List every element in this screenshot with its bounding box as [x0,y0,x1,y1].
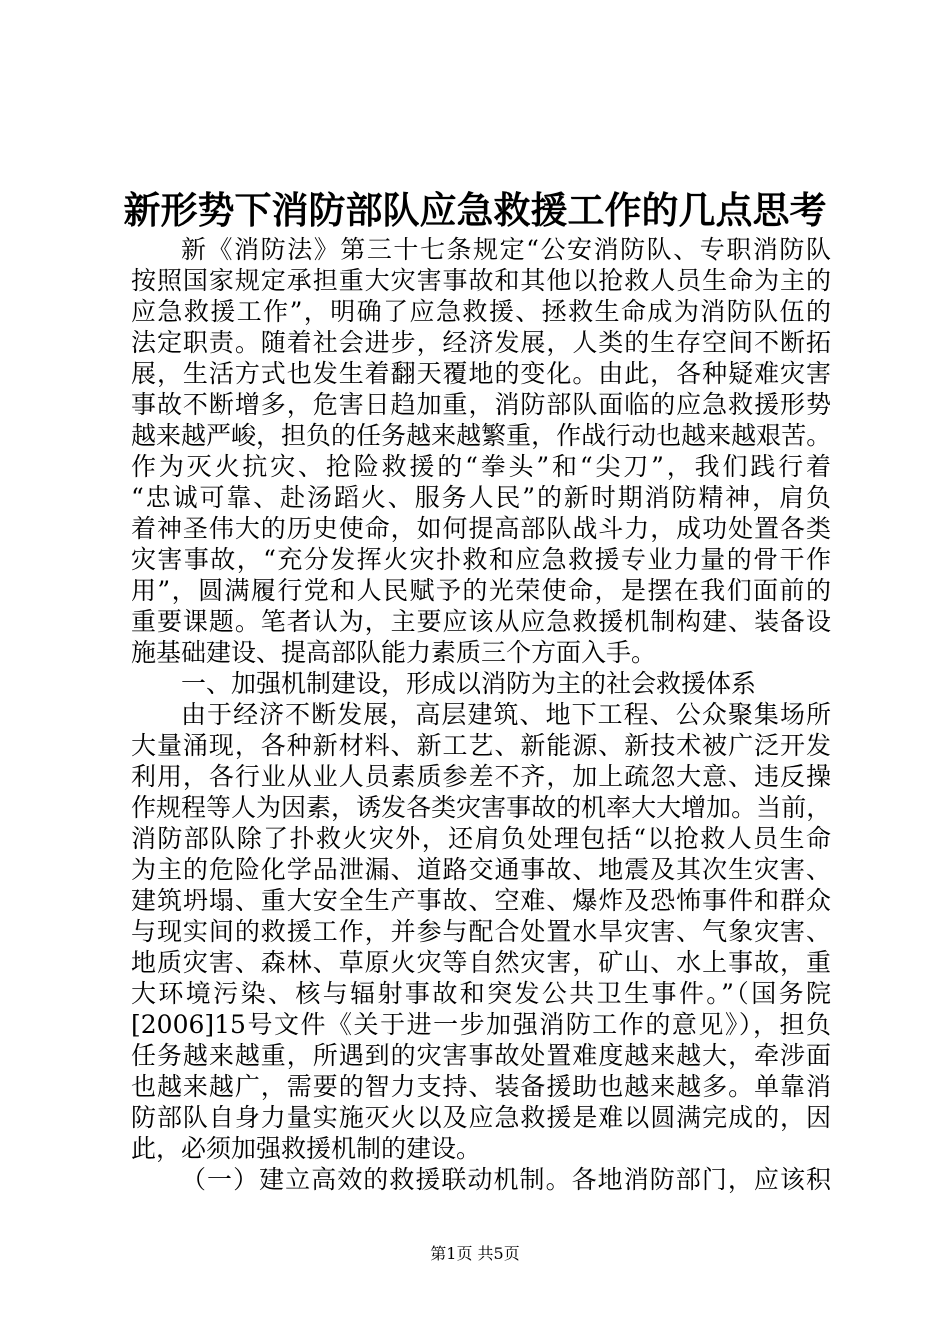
text-line: 防部队自身力量实施灭火以及应急救援是难以圆满完成的，因 [131,1103,831,1132]
text-line: 由于经济不断发展，高层建筑、地下工程、公众聚集场所 [181,700,831,729]
page-number-footer: 第1页 共5页 [430,1244,520,1263]
text-line: 与现实间的救援工作，并参与配合处置水旱灾害、气象灾害、 [131,917,831,946]
text-line: “忠诚可靠、赴汤蹈火、服务人民”的新时期消防精神，肩负 [131,483,831,512]
text-line: 一、加强机制建设，形成以消防为主的社会救援体系 [181,669,757,698]
paragraph-body [131,699,831,1164]
text-line: 新《消防法》第三十七条规定“公安消防队、专职消防队 [181,235,831,264]
text-line: [2006]15号文件《关于进一步加强消防工作的意见》），担负 [131,1010,831,1039]
text-line: 消防部队除了扑救火灾外，还肩负处理包括“以抢救人员生命 [131,824,831,853]
text-line: 作为灭火抗灾、抢险救援的“拳头”和“尖刀”，我们践行着 [131,452,831,481]
text-line: 建筑坍塌、重大安全生产事故、空难、爆炸及恐怖事件和群众 [131,886,831,915]
text-line: 任务越来越重，所遇到的灾害事故处置难度越来越大，牵涉面 [131,1041,831,1070]
text-line: 作规程等人为因素，诱发各类灾害事故的机率大大增加。当前， [131,793,831,822]
text-line: 按照国家规定承担重大灾害事故和其他以抢救人员生命为主的 [131,266,831,295]
text-line: 也越来越广，需要的智力支持、装备援助也越来越多。单靠消 [131,1072,831,1101]
text-line: 事故不断增多，危害日趋加重，消防部队面临的应急救援形势 [131,390,831,419]
text-line: 地质灾害、森林、草原火灾等自然灾害，矿山、水上事故，重 [131,948,831,977]
document-body [131,234,831,1195]
paragraph-subsection [131,1164,831,1195]
text-line: 利用，各行业从业人员素质参差不齐，加上疏忽大意、违反操 [131,762,831,791]
text-line: （一）建立高效的救援联动机制。各地消防部门，应该积 [181,1165,831,1194]
text-line: 大量涌现，各种新材料、新工艺、新能源、新技术被广泛开发 [131,731,831,760]
text-line: 越来越严峻，担负的任务越来越繁重，作战行动也越来越艰苦。 [131,421,831,450]
text-line: 用”，圆满履行党和人民赋予的光荣使命，是摆在我们面前的 [131,576,831,605]
text-line: 展，生活方式也发生着翻天覆地的变化。由此，各种疑难灾害 [131,359,831,388]
text-line: 施基础建设、提高部队能力素质三个方面入手。 [131,638,657,667]
text-line: 法定职责。随着社会进步，经济发展，人类的生存空间不断拓 [131,328,831,357]
text-line: 着神圣伟大的历史使命，如何提高部队战斗力，成功处置各类 [131,514,831,543]
text-line: 为主的危险化学品泄漏、道路交通事故、地震及其次生灾害、 [131,855,831,884]
text-line: 应急救援工作”，明确了应急救援、拯救生命成为消防队伍的 [131,297,831,326]
section-heading [131,668,831,699]
text-line: 灾害事故，“充分发挥火灾扑救和应急救援专业力量的骨干作 [131,545,831,574]
text-line: 大环境污染、核与辐射事故和突发公共卫生事件。”（国务院 [131,979,831,1008]
document-title: 新形势下消防部队应急救援工作的几点思考 [123,188,827,232]
paragraph-intro [131,234,831,668]
text-line: 此，必须加强救援机制的建设。 [131,1134,482,1163]
text-line: 重要课题。笔者认为，主要应该从应急救援机制构建、装备设 [131,607,831,636]
